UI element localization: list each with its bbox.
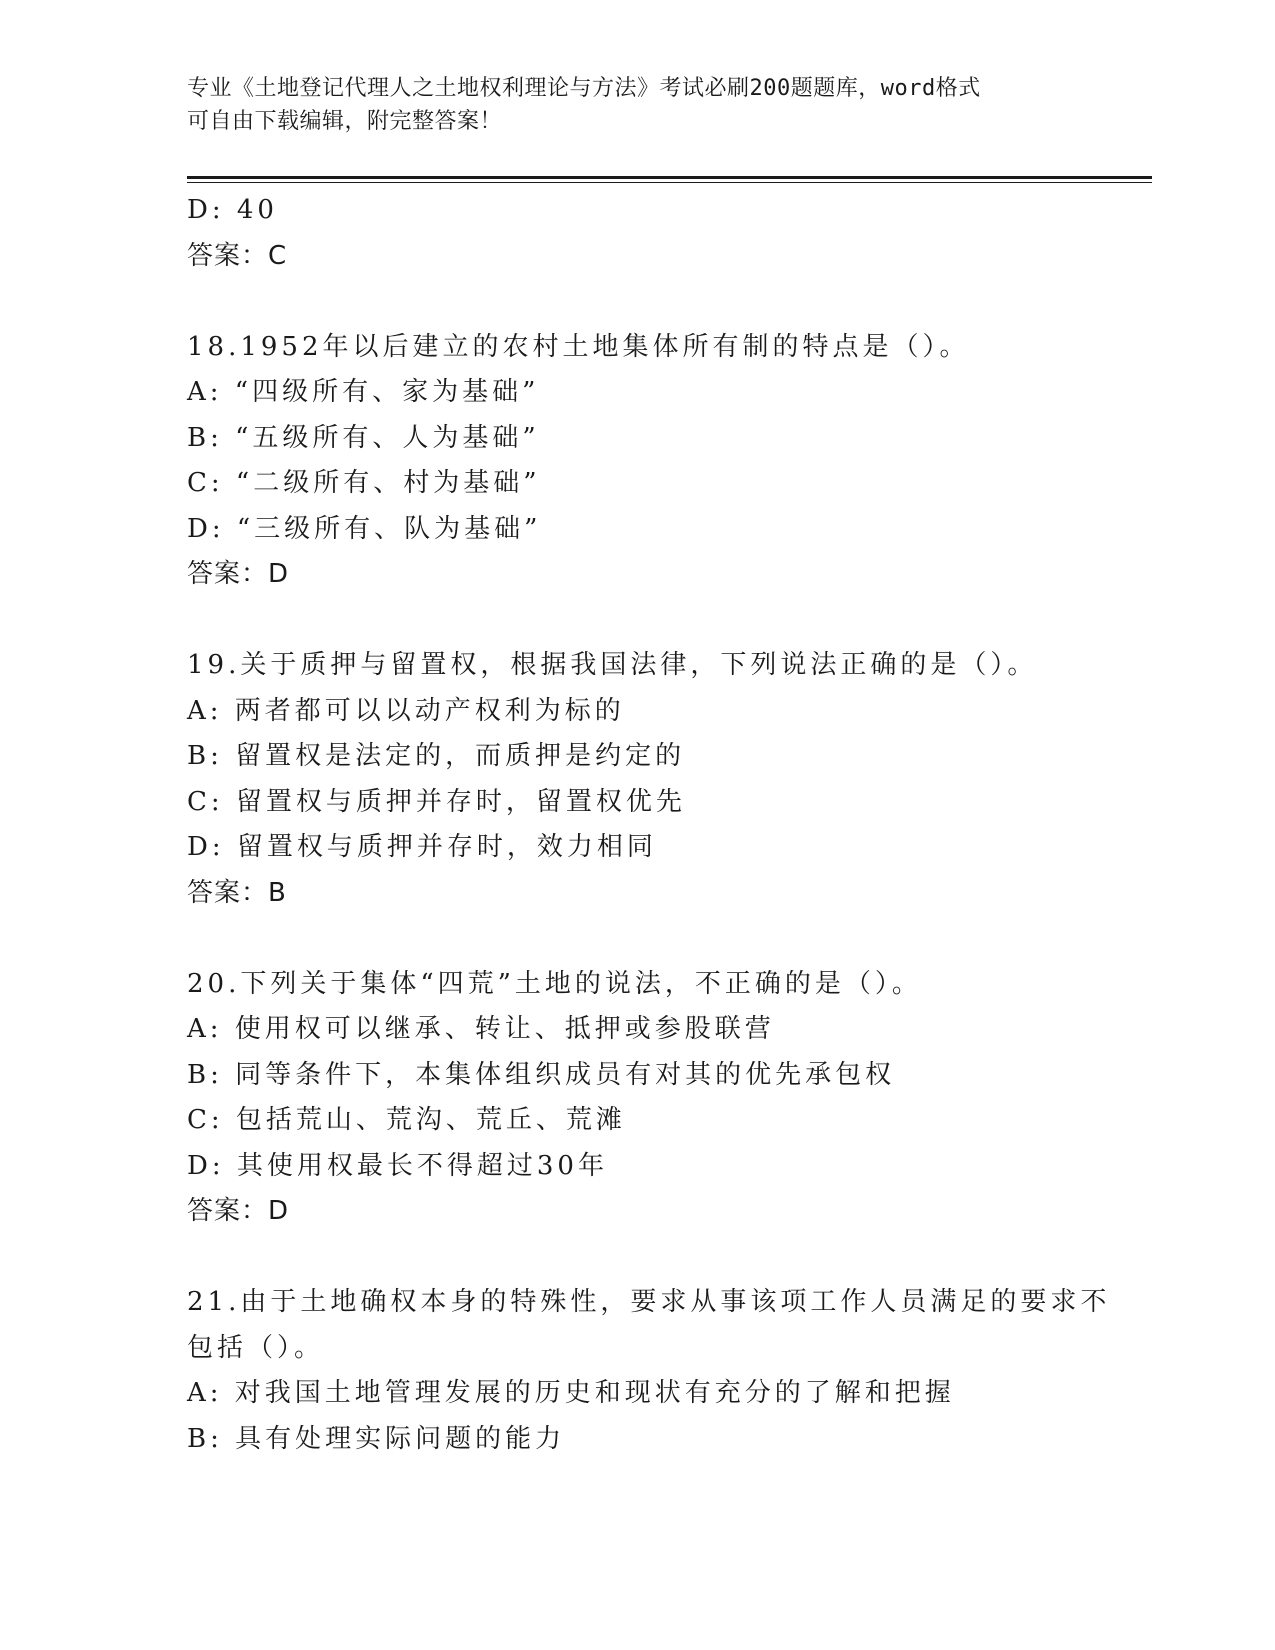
question-stem: 19.关于质押与留置权，根据我国法律，下列说法正确的是（）。 xyxy=(187,650,1038,680)
option-a: A: 对我国土地管理发展的历史和现状有充分的了解和把握 xyxy=(187,1378,955,1408)
header-line-2: 可自由下载编辑，附完整答案！ xyxy=(187,109,503,134)
header-divider-thick xyxy=(187,176,1152,179)
spacer xyxy=(187,1235,1152,1281)
option-d: D: 40 xyxy=(187,195,278,225)
option-a: A: “四级所有、家为基础” xyxy=(187,377,540,407)
question-18 xyxy=(187,325,1152,598)
question-stem-line-1: 21.由于土地确权本身的特殊性，要求从事该项工作人员满足的要求不 xyxy=(187,1287,1111,1317)
option-c: C: 包括荒山、荒沟、荒丘、荒滩 xyxy=(187,1105,626,1135)
answer: 答案：B xyxy=(187,877,287,908)
question-stem-line-2: 包括（）。 xyxy=(187,1332,325,1363)
answer: 答案：C xyxy=(187,240,288,271)
option-b: B: 同等条件下，本集体组织成员有对其的优先承包权 xyxy=(187,1059,896,1090)
option-d: D: “三级所有、队为基础” xyxy=(187,513,542,544)
option-d: D: 留置权与质押并存时，效力相同 xyxy=(187,832,657,862)
option-d: D: 其使用权最长不得超过30年 xyxy=(187,1150,608,1181)
answer: 答案：D xyxy=(187,559,290,589)
question-17-tail xyxy=(187,188,1152,279)
option-b: B: 留置权是法定的，而质押是约定的 xyxy=(187,741,686,771)
question-20 xyxy=(187,962,1152,1235)
spacer xyxy=(187,598,1152,644)
option-a: A: 两者都可以以动产权利为标的 xyxy=(187,695,625,726)
question-21 xyxy=(187,1280,1152,1462)
question-list xyxy=(187,188,1152,1462)
question-19 xyxy=(187,643,1152,916)
spacer xyxy=(187,916,1152,962)
option-a: A: 使用权可以继承、转让、抵押或参股联营 xyxy=(187,1014,775,1044)
header-line-1: 专业《土地登记代理人之土地权利理论与方法》考试必刷200题题库，word格式 xyxy=(187,76,981,101)
option-b: B: 具有处理实际问题的能力 xyxy=(187,1423,566,1454)
option-c: C: 留置权与质押并存时，留置权优先 xyxy=(187,786,686,817)
question-stem: 18.1952年以后建立的农村土地集体所有制的特点是（）。 xyxy=(187,331,970,362)
question-stem: 20.下列关于集体“四荒”土地的说法，不正确的是（）。 xyxy=(187,968,922,999)
option-c: C: “二级所有、村为基础” xyxy=(187,468,541,498)
answer: 答案：D xyxy=(187,1196,290,1226)
spacer xyxy=(187,279,1152,325)
document-header xyxy=(187,72,1087,138)
option-b: B: “五级所有、人为基础” xyxy=(187,422,540,453)
header-divider-thin xyxy=(187,182,1152,183)
